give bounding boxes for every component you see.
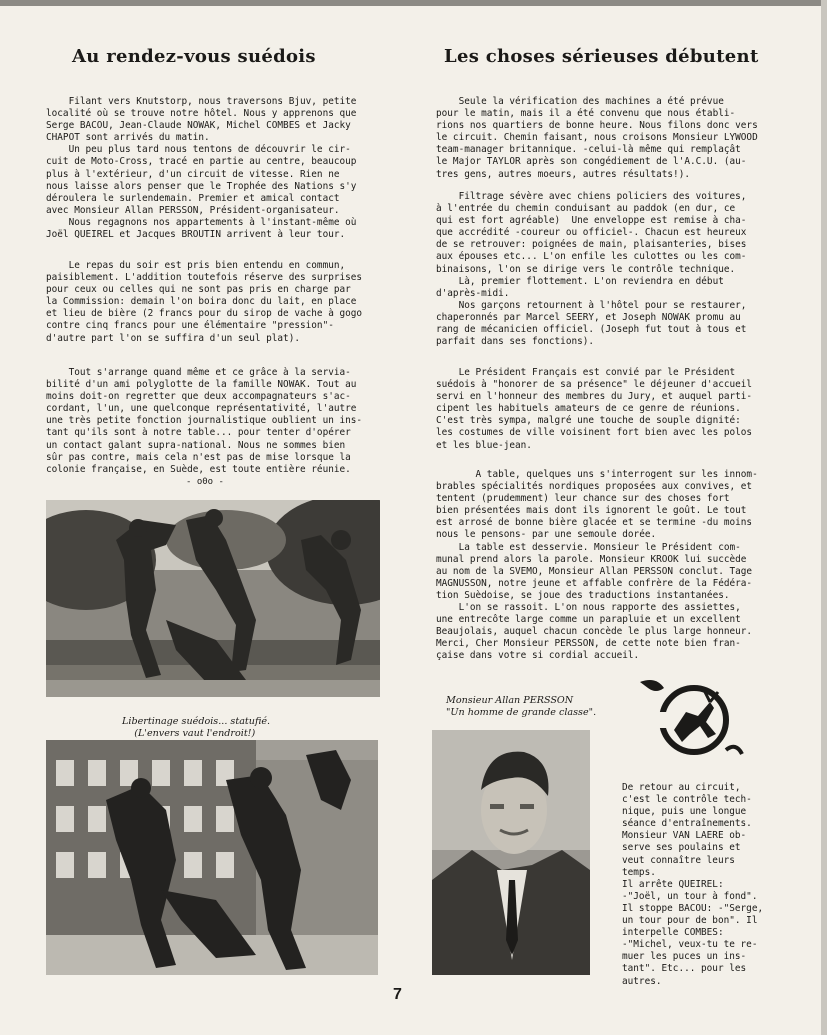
right-paragraph-3-text: Le Président Français est convié par le Président suédois à "honorer de sa présence" le déjeuner d'accueil servi en l'honneur des membres du Jury, et auquel parti- cipent les habituels amateurs de ce genre de réunions. C'est très sympa, malgré une touche de souple dignité: les costumes de ville voisinent fort bien avec les polos et les blue-jean.: [436, 367, 753, 451]
left-paragraph-3: [46, 367, 362, 476]
section-separator: - o0o -: [186, 477, 224, 487]
statue-caption: Libertinage suédois... statufié. (L'envers vaut l'endroit!): [122, 715, 271, 739]
left-paragraph-1: [46, 96, 356, 241]
left-article-title: Au rendez-vous suédois: [72, 46, 316, 67]
right-paragraph-3: [436, 367, 752, 452]
right-paragraph-4-text: A table, quelques uns s'interrogent sur les innom- brables spécialités nordiques proposées aux convives, et tentent (prudemment) leur chance sur des choses fort bien présentées mais dont ils ignorent le goût. Le tout est arrosé de bonne bière glacée et se termine -du moins nous le pensons- par une semoule dorée. La table est desservie. Monsieur le Président com- munal prend alors la parole. Monsieur KROOK lui succède au nom de la SVEMO, Monsieur Allan PERSSON conclut. Tage MAGNUSSON, notre jeune et affable confrère de la Fédéra- tion Suèdoise, se joue des traductions instantanées. L'on se rassoit. L'on nous rapporte des assiettes, une entrecôte large comme un parapluie et un excellent Beaujolais, auquel chacun concède le plus large honneur. Merci, Cher Monsieur PERSSON, de cette note bien fran- çaise dans votre si cordial accueil.: [436, 469, 758, 662]
right-paragraph-1: [436, 96, 758, 181]
page-number: 7: [393, 986, 402, 1003]
statue-photo-top: [46, 500, 380, 697]
scan-right-edge: [821, 0, 827, 1035]
closing-paragraph-text: De retour au circuit, c'est le contrôle tech- nique, puis une longue séance d'entraînements. Monsieur VAN LAERE ob- serve ses poulains et veut connaître leurs temps. Il arrête QUEIREL: -"Joël, un tour à fond". Il stoppe BACOU: -"Serge, un tour pour de bon". Il interpelle COMBES: -"Michel, veux-tu te re- muer les puces un ins- tant". Etc... pour les autres.: [622, 782, 764, 987]
statue-photo-bottom: [46, 740, 378, 975]
right-paragraph-1-text: Seule la vérification des machines a été prévue pour le matin, mais il a été convenu que nous établi- rions nos quartiers de bonne heure. Nous filons donc vers le circuit. Chemin faisant, nous croisons Monsieur LYWOOD team-manager britannique. -celui-là même qui remplaçât le Major TAYLOR après son congédiement de l'A.C.U. (au- tres gens, autres moeurs, autres résultats!).: [436, 96, 758, 180]
right-paragraph-4: [436, 469, 758, 663]
right-paragraph-2: [436, 191, 746, 348]
left-paragraph-1-text: Filant vers Knutstorp, nous traversons Bjuv, petite localité où se trouve notre hôtel. Nous y apprenons que Serge BACOU, Jean-Claude NOWAK, Michel COMBES et Jacky CHAPOT sont arrivés du matin. Un peu plus tard nous tentons de découvrir le cir- cuit de Moto-Cross, tracé en partie au centre, beaucoup plus à l'extérieur, d'un circuit de vitesse. Rien ne nous laisse alors penser que le Trophée des Nations s'y déroulera le surlendemain. Premier et amical contact avec Monsieur Allan PERSSON, Président-organisateur. Nous regagnons nos appartements à l'instant-même où Joël QUEIREL et Jacques BROUTIN arrivent à leur tour.: [46, 96, 357, 241]
right-article-title: Les choses sérieuses débutent: [444, 46, 759, 67]
portrait-caption: Monsieur Allan PERSSON "Un homme de grande classe".: [446, 694, 597, 718]
persson-portrait-photo: [432, 730, 590, 975]
closing-paragraph: [622, 782, 763, 988]
left-paragraph-2: [46, 260, 362, 345]
scan-top-edge: [0, 0, 827, 6]
left-paragraph-2-text: Le repas du soir est pris bien entendu en commun, paisiblement. L'addition toutefois réserve des surprises pour ceux ou celles qui ne sont pas pris en charge par la Commission: demain l'on boira donc du lait, en place et lieu de bière (2 francs pour du sirop de vache à gogo contre cinq francs pour une élémentaire "pression"- d'autre part l'on se suffira d'un seul plat).: [46, 260, 363, 344]
deer-emblem-icon: [636, 672, 746, 762]
right-paragraph-2-text: Filtrage sévère avec chiens policiers des voitures, à l'entrée du chemin conduisant au paddok (en dur, ce qui est fort agréable) Une enveloppe est remise à cha- que accrédité -coureur ou officiel-. Chacun est heureux de se retrouver: poignées de main, plaisanteries, bises aux épouses etc... L'on enfile les culottes ou les com- binaisons, l'on se dirige vers le contrôle technique. Là, premier flottement. L'on reviendra en début d'après-midi. Nos garçons retournent à l'hôtel pour se restaurer, chaperonnés par Marcel SEERY, et Joseph NOWAK promu au rang de mécanicien officiel. (Joseph fut tout à tous et parfait dans ses fonctions).: [436, 191, 747, 348]
left-paragraph-3-text: Tout s'arrange quand même et ce grâce à la servia- bilité d'un ami polyglotte de la famille NOWAK. Tout au moins doit-on regretter que deux accompagnateurs s'ac- cordant, l'un, une quelconque représentativité, l'autre une très petite fonction journalistique oublient un ins- tant qu'ils sont à notre table... pour tenter d'opérer un contact galant supra-national. Nous ne sommes bien sûr pas contre, mais cela n'est pas de mise lorsque la colonie française, en Suède, est toute entière réunie.: [46, 367, 363, 475]
